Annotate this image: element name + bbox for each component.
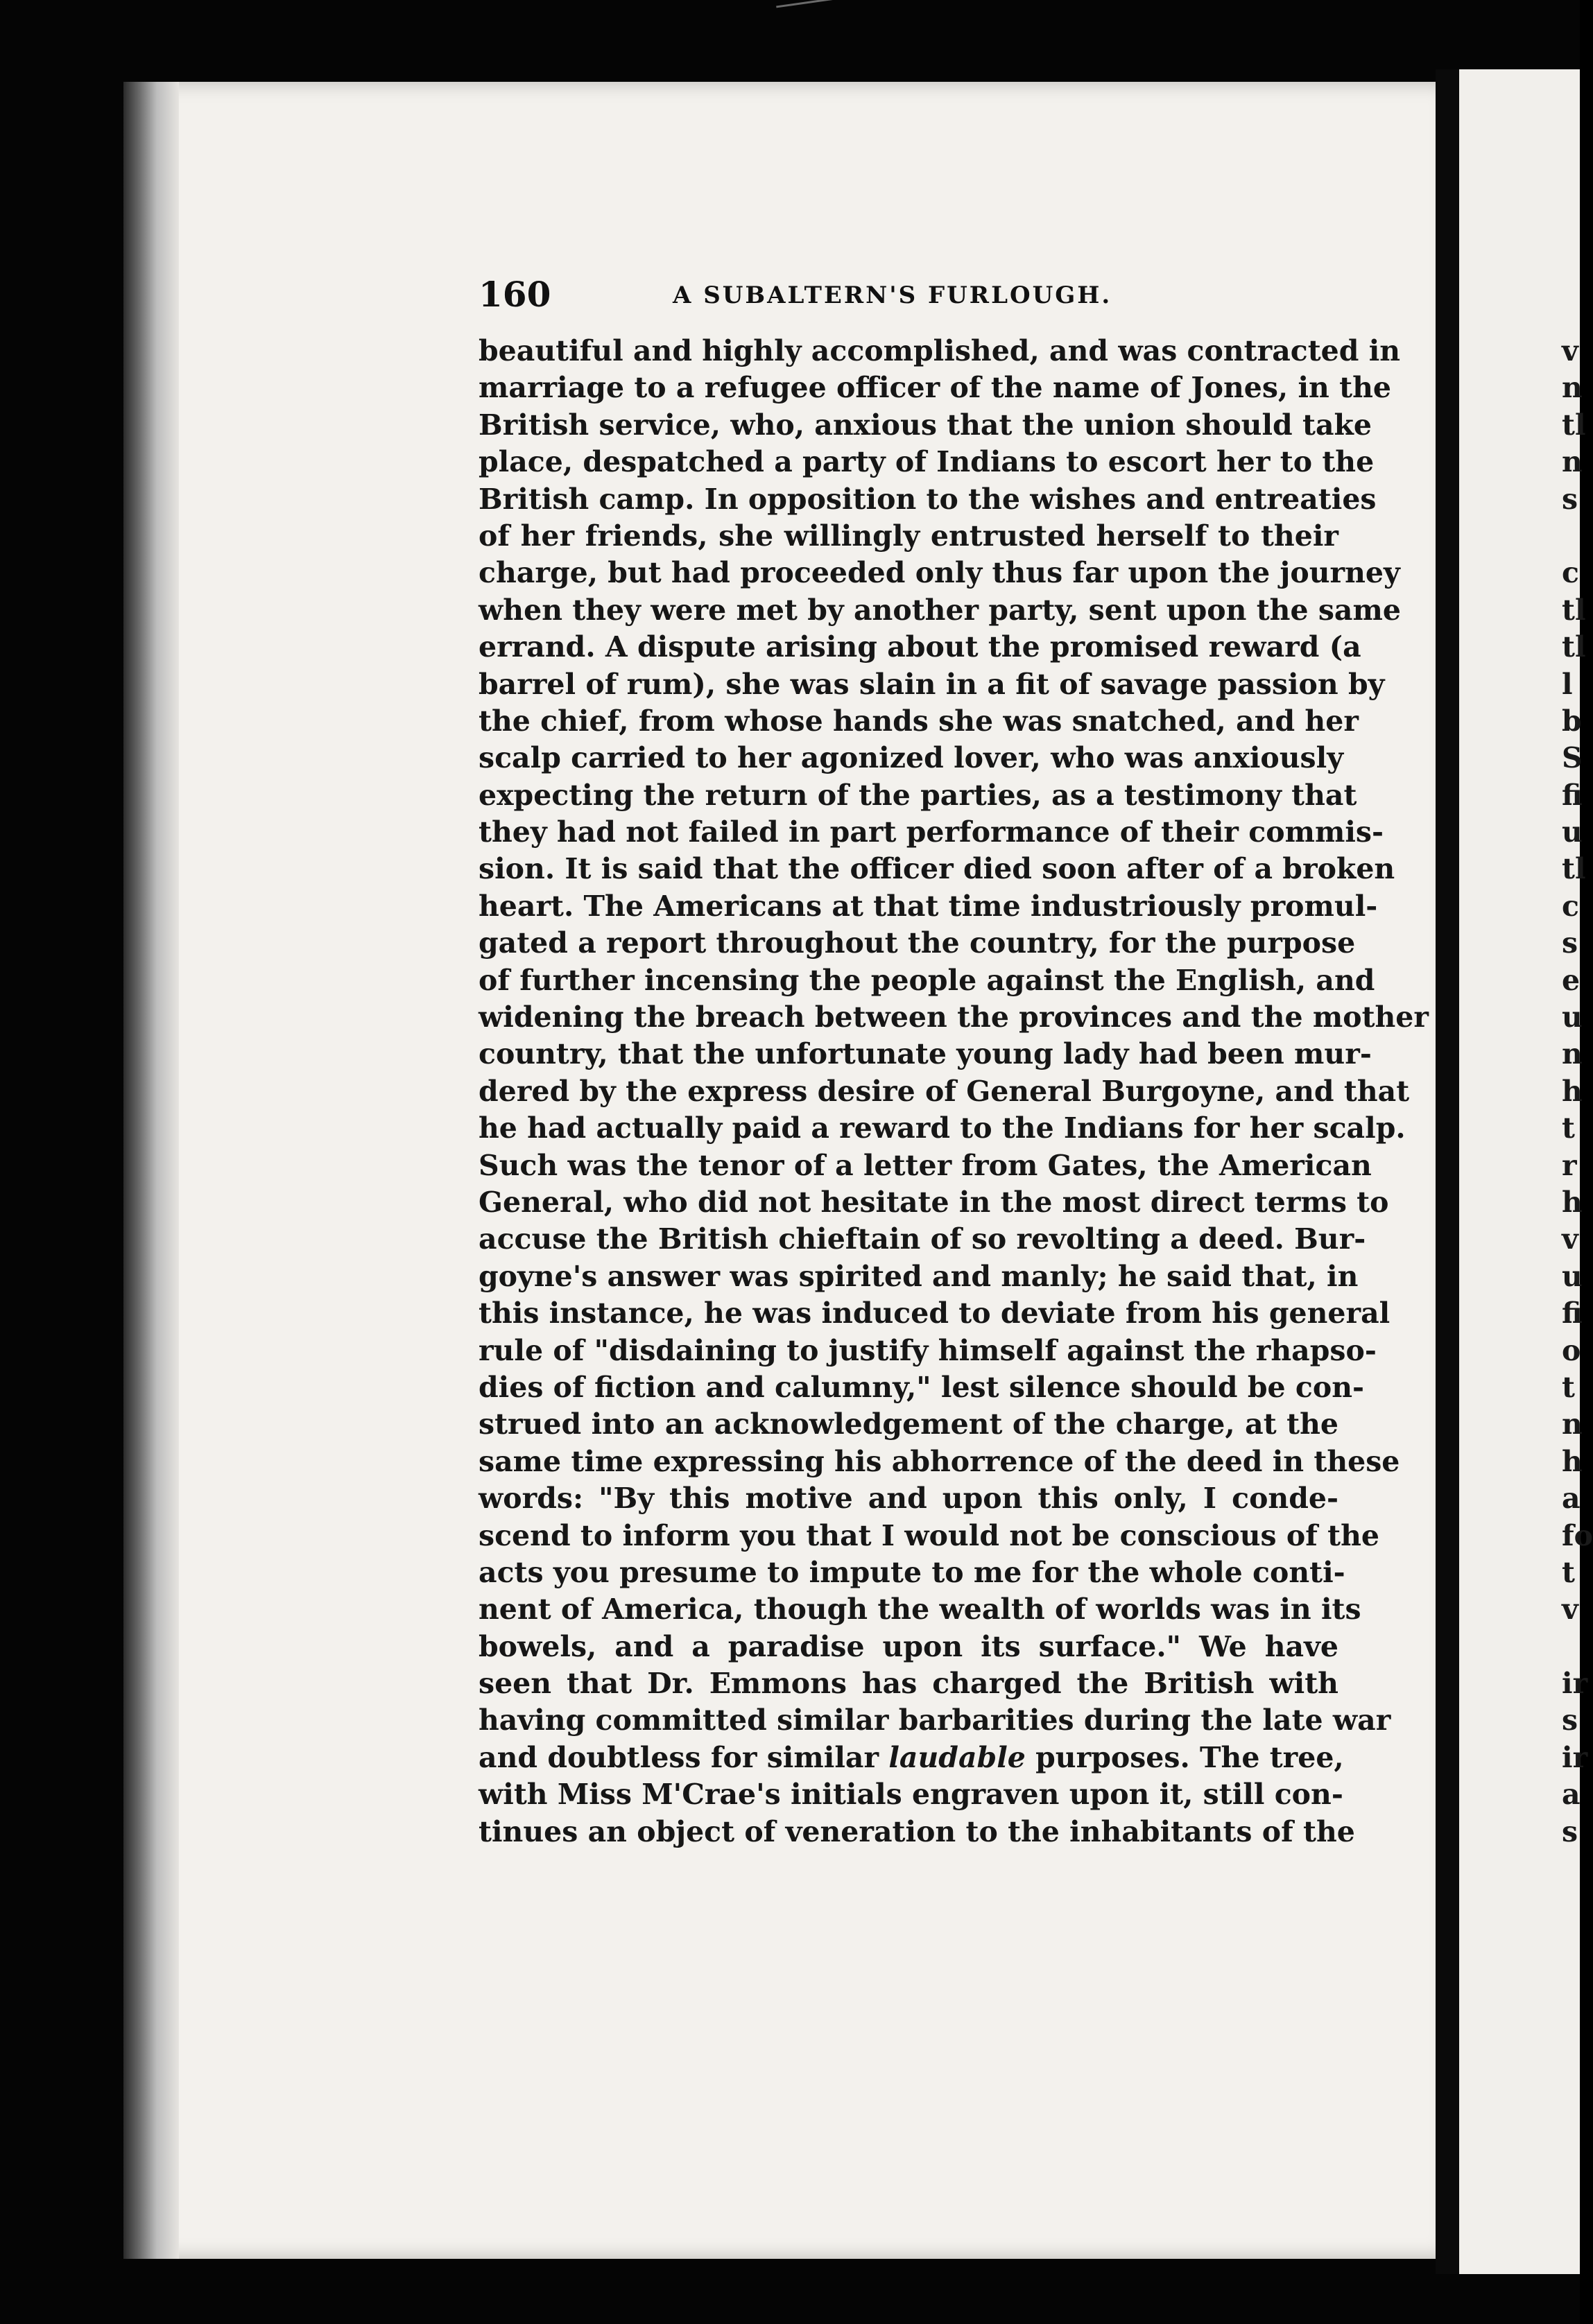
text-line: bowels, and a paradise upon its surface." We have [479, 1629, 1338, 1663]
text-line: he had actually paid a reward to the Indians for her scalp. [479, 1111, 1406, 1145]
italic-word: laudable [888, 1740, 1026, 1774]
right-page-fragment [1562, 1629, 1580, 1665]
right-page-fragment: t [1562, 1111, 1575, 1145]
text-line: of her friends, she willingly entrusted herself to their [479, 519, 1338, 553]
text-line: Such was the tenor of a letter from Gates, the American [479, 1148, 1372, 1182]
text-line: errand. A dispute arising about the promised reward (a [479, 630, 1361, 664]
right-page-fragments [1562, 333, 1593, 1850]
text-line: when they were met by another party, sent upon the same [479, 593, 1401, 627]
right-page-fragment: ir [1562, 1667, 1588, 1701]
right-page-fragment: S [1562, 741, 1583, 775]
text-line: goyne's answer was spirited and manly; he said that, in [479, 1259, 1359, 1293]
text-line: the chief, from whose hands she was snatched, and her [479, 704, 1359, 738]
right-page-fragment [1562, 518, 1580, 555]
text-line: widening the breach between the provinces and the mother [479, 1000, 1429, 1034]
text-line: place, despatched a party of Indians to escort her to the [479, 445, 1375, 479]
text-line: expecting the return of the parties, as a testimony that [479, 778, 1357, 812]
right-page-fragment: s [1562, 926, 1578, 960]
text-line: accuse the British chieftain of so revolting a deed. Bur- [479, 1222, 1366, 1256]
text-line: charge, but had proceeded only thus far upon the journey [479, 556, 1400, 590]
right-page-fragment: s [1562, 1814, 1578, 1848]
right-page-fragment: fi [1562, 778, 1583, 812]
page-edge-binding [123, 82, 179, 2259]
text-line: tinues an object of veneration to the inhabitants of the [479, 1814, 1355, 1848]
right-page-fragment: b [1562, 704, 1582, 738]
right-page-fragment: u [1562, 815, 1583, 849]
text-line: barrel of rum), she was slain in a fit of savage passion by [479, 667, 1385, 701]
right-page-fragment: n [1562, 1037, 1583, 1071]
right-page-fragment: n [1562, 1407, 1583, 1441]
right-page-fragment: u [1562, 1000, 1583, 1034]
right-page-fragment: c [1562, 889, 1579, 923]
right-page-fragment: v [1562, 1593, 1578, 1627]
right-page-fragment: tl [1562, 630, 1586, 664]
text-line: country, that the unfortunate young lady had been mur- [479, 1037, 1372, 1071]
text-line: heart. The Americans at that time industriously promul- [479, 889, 1378, 923]
text-line: gated a report throughout the country, for the purpose [479, 926, 1356, 960]
right-page-fragment: tl [1562, 852, 1586, 886]
right-page-fragment: n [1562, 371, 1583, 405]
text-line: scend to inform you that I would not be conscious of the [479, 1518, 1380, 1552]
text-line: scalp carried to her agonized lover, who was anxiously [479, 741, 1344, 775]
right-page-fragment: u [1562, 1259, 1583, 1293]
text-line: dies of fiction and calumny," lest silence should be con- [479, 1370, 1365, 1404]
right-page-fragment: v [1562, 1222, 1578, 1256]
text-line: seen that Dr. Emmons has charged the British with [479, 1667, 1338, 1701]
text-line: marriage to a refugee officer of the name of Jones, in the [479, 371, 1391, 405]
right-page-fragment: a [1562, 1482, 1581, 1516]
page-number: 160 [479, 274, 551, 315]
text-line: and doubtless for similar laudable purposes. The tree, [479, 1740, 1344, 1774]
text-line: same time expressing his abhorrence of the deed in these [479, 1444, 1400, 1478]
right-page-fragment: o [1562, 1333, 1581, 1367]
right-page-fragment: h [1562, 1444, 1583, 1478]
right-page-fragment: v [1562, 334, 1578, 367]
text-line: they had not failed in part performance of their commis- [479, 815, 1384, 849]
right-page-fragment: fo [1562, 1518, 1593, 1552]
running-head [479, 270, 1332, 319]
right-page-fragment: ir [1562, 1740, 1588, 1774]
right-page-fragment: t [1562, 1370, 1575, 1404]
text-line: nent of America, though the wealth of worlds was in its [479, 1593, 1361, 1627]
text-line: General, who did not hesitate in the most direct terms to [479, 1185, 1389, 1219]
text-line: with Miss M'Crae's initials engraven upon it, still con- [479, 1778, 1343, 1812]
text-line: of further incensing the people against the English, and [479, 963, 1375, 997]
text-line: this instance, he was induced to deviate from his general [479, 1297, 1390, 1330]
right-page-fragment: l [1562, 667, 1573, 701]
text-line: acts you presume to impute to me for the whole conti- [479, 1555, 1345, 1589]
right-page-fragment: tl [1562, 408, 1586, 442]
text-line: beautiful and highly accomplished, and was contracted in [479, 334, 1401, 367]
right-page-fragment: c [1562, 556, 1579, 590]
right-page-fragment: r [1562, 1148, 1577, 1182]
book-gutter [1436, 69, 1459, 2274]
right-page-fragment: tl [1562, 593, 1586, 627]
right-page-fragment: e [1562, 963, 1581, 997]
text-line: having committed similar barbarities during the late war [479, 1703, 1391, 1737]
right-page-fragment: h [1562, 1074, 1583, 1108]
text-line: British camp. In opposition to the wishes and entreaties [479, 482, 1377, 516]
text-line: British service, who, anxious that the union should take [479, 408, 1372, 442]
text-line: words: "By this motive and upon this only, I conde- [479, 1482, 1338, 1516]
right-page-fragment: t [1562, 1555, 1575, 1589]
running-title: A SUBALTERN'S FURLOUGH. [673, 281, 1112, 309]
right-page-fragment: s [1562, 1703, 1578, 1737]
right-page-fragment: fi [1562, 1297, 1583, 1330]
right-page-fragment: n [1562, 445, 1583, 479]
text-line: sion. It is said that the officer died soon after of a broken [479, 852, 1395, 886]
right-page-fragment: h [1562, 1185, 1583, 1219]
text-line: dered by the express desire of General Burgoyne, and that [479, 1074, 1410, 1108]
right-page-fragment: a [1562, 1778, 1581, 1812]
text-line: rule of "disdaining to justify himself against the rhapso- [479, 1333, 1377, 1367]
right-page-fragment: s [1562, 482, 1578, 516]
body-text [479, 333, 1429, 1850]
text-line: strued into an acknowledgement of the charge, at the [479, 1407, 1338, 1441]
